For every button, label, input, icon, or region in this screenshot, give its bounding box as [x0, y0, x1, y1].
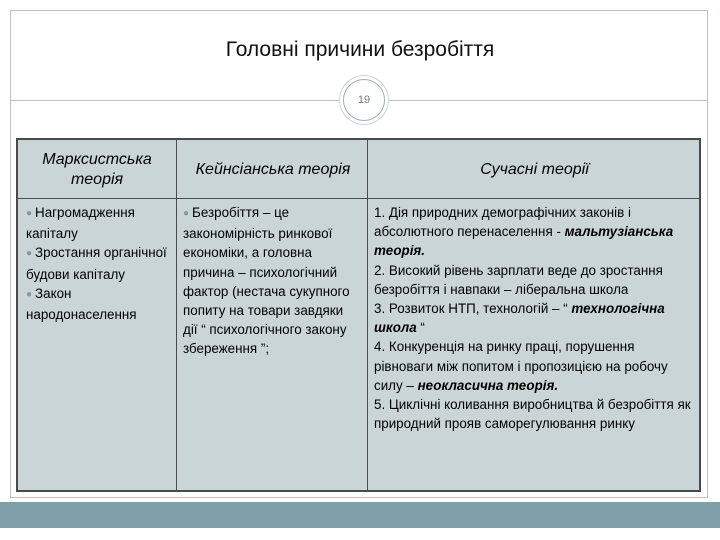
slide-title: Головні причини безробіття	[225, 38, 495, 61]
header-marxist: Марксистська теорія	[42, 151, 152, 188]
page-number-badge	[343, 79, 385, 121]
list-item: 3. Розвиток НТП, технологій – “ технологічна школа “	[374, 301, 665, 336]
bullet-icon: ●	[26, 208, 33, 219]
list-item: ● Зростання органічної будови капіталу	[26, 245, 167, 282]
theories-table	[16, 138, 701, 492]
list-item: ● Нагромадження капіталу	[26, 205, 135, 242]
bullet-icon: ●	[183, 208, 190, 219]
keynesian-cell	[183, 203, 361, 359]
list-item: ● Закон народонаселення	[26, 285, 137, 323]
header-keynesian: Кейнсіанська теорія	[195, 161, 351, 178]
list-item: 1. Дія природних демографічних законів і абсолютного перенаселення - мальтузіанська теорія.	[374, 205, 674, 259]
modern-cell	[374, 203, 696, 433]
column-divider	[176, 140, 177, 490]
header-modern: Сучасні теорії	[480, 161, 589, 178]
list-item: 2. Високий рівень зарплати веде до зростання безробіття і навпаки – ліберальна школа	[374, 262, 663, 297]
list-item: 5. Циклічні коливання виробництва й безробіття як природний прояв саморегулювання ринку	[374, 397, 691, 432]
bullet-icon: ●	[26, 288, 33, 300]
list-item: ● Безробіття – це закономірність ринкової економіки, а головна причина – психологічний фактор (нестача сукупного попиту на товари завдяки дії “ психологічного закону збереження ”;	[183, 205, 350, 357]
page-number: 19	[357, 94, 371, 106]
bullet-icon: ●	[26, 248, 33, 260]
footer-bar	[0, 502, 720, 528]
column-divider	[367, 140, 368, 490]
list-item: 4. Конкуренція на ринку праці, порушення рівноваги між попитом і пропозицією на робочу силу – неокласична теорія.	[374, 339, 668, 393]
marxist-cell	[26, 203, 172, 324]
